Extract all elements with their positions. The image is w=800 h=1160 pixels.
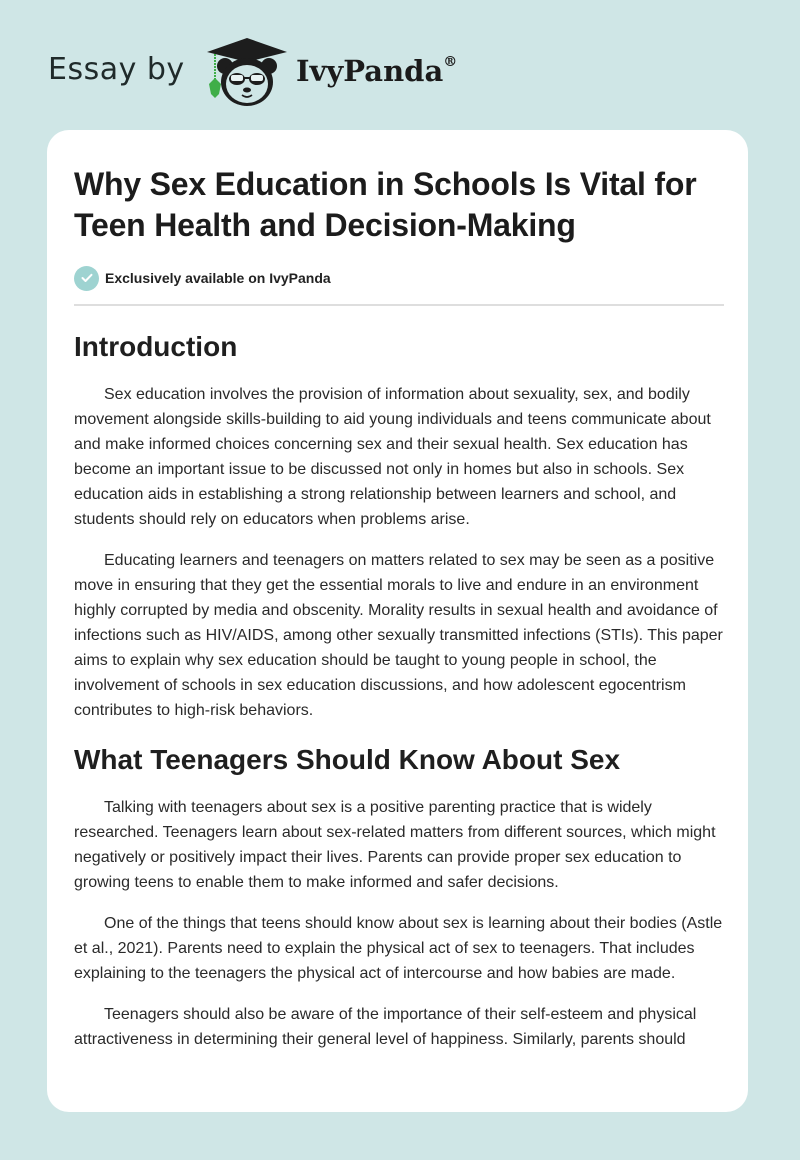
essay-content bbox=[74, 164, 724, 1052]
exclusive-badge bbox=[74, 264, 724, 292]
brand-name[interactable] bbox=[296, 54, 457, 88]
exclusive-label: Exclusively available on IvyPanda bbox=[105, 270, 331, 286]
brand-text: IvyPanda bbox=[296, 54, 444, 88]
paragraph: Talking with teenagers about sex is a positive parenting practice that is widely researched. Teenagers learn about sex-related matters from different sources, which might negatively or positively impact their lives. Parents can provide proper sex education to growing teens to enable them to make informed and safer decisions. bbox=[74, 799, 716, 891]
ivypanda-logo-icon[interactable] bbox=[203, 36, 291, 108]
site-header bbox=[0, 0, 800, 130]
section-heading-introduction: Introduction bbox=[74, 331, 238, 362]
paragraph: Teenagers should also be aware of the importance of their self-esteem and physical attractiveness in determining their general level of happiness. Similarly, parents should bbox=[74, 1006, 697, 1048]
essay-card bbox=[47, 130, 748, 1112]
essay-by-label: Essay by bbox=[48, 52, 185, 87]
section-heading-what-teenagers-should-know: What Teenagers Should Know About Sex bbox=[74, 744, 621, 775]
paragraph: Educating learners and teenagers on matters related to sex may be seen as a positive move in ensuring that they get the essential morals to live and endure in an environment highly corrupted by media and obscenity. Morality results in sexual health and avoidance of infections such as HIV/AIDS, among other sexually transmitted infections (STIs). This paper aims to explain why sex education should be taught to young people in school, the involvement of schools in sex education discussions, and how adolescent egocentrism contributes to high-risk behaviors. bbox=[74, 552, 723, 719]
essay-title: Why Sex Education in Schools Is Vital for Teen Health and Decision-Making bbox=[74, 166, 697, 243]
divider bbox=[74, 304, 724, 306]
paragraph: Sex education involves the provision of information about sexuality, sex, and bodily movement alongside skills-building to aid young individuals and teens communicate about and make informed choices concerning sex and their sexual health. Sex education has become an important issue to be discussed not only in homes but also in schools. Sex education aids in establishing a strong relationship between learners and school, and students should rely on educators when problems arise. bbox=[74, 386, 711, 528]
check-icon bbox=[74, 266, 99, 291]
registered-mark: ® bbox=[443, 54, 458, 71]
paragraph: One of the things that teens should know about sex is learning about their bodies (Astle et al., 2021). Parents need to explain the physical act of sex to teenagers. That includes explaining to the teenagers the physical act of intercourse and how babies are made. bbox=[74, 915, 723, 982]
